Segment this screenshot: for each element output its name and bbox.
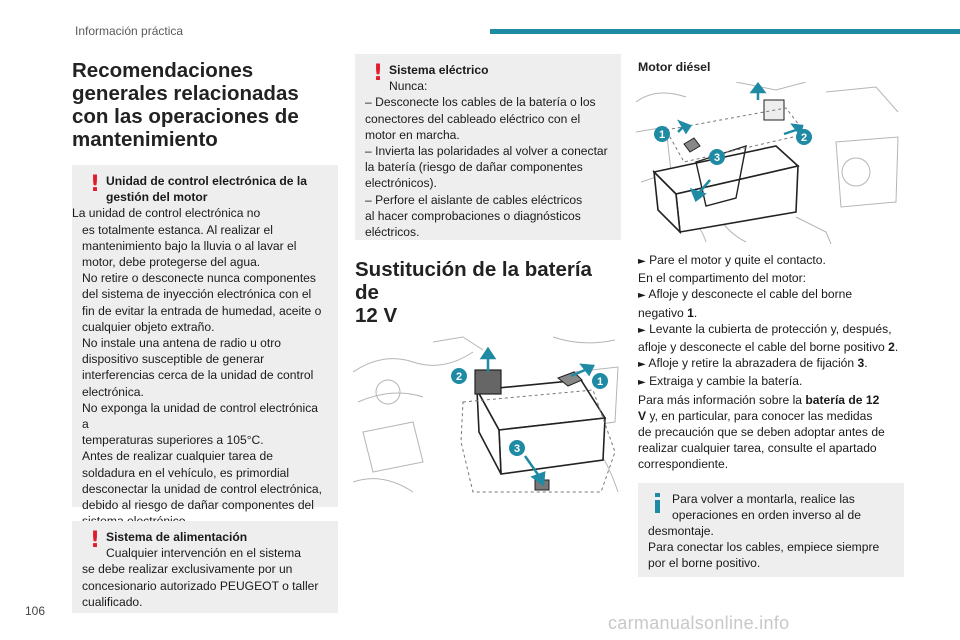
warning-icon: !: [90, 528, 101, 553]
text-line: debido al riesgo de dañar componentes del: [82, 498, 314, 513]
text-line: desmontaje.: [648, 524, 714, 539]
warning-title: Sistema de alimentación: [106, 530, 248, 544]
step-line: En el compartimento del motor:: [638, 271, 807, 286]
callout-label: 2: [455, 371, 463, 383]
text-line: – Perfore el aislante de cables eléctricos: [365, 192, 583, 207]
text-line: se debe realizar exclusivamente por un: [82, 562, 293, 577]
step-line: correspondiente.: [638, 457, 729, 472]
text-line: electrónica.: [82, 384, 144, 399]
bullet-arrow-icon: ►: [638, 324, 646, 336]
step-line: afloje y desconecte el cable del borne positivo 2.: [638, 340, 899, 355]
text-line: No instale una antena de radio u otro: [82, 336, 282, 351]
text-line: dispositivo susceptible de generar: [82, 352, 265, 367]
text-line: Cualquier intervención en el sistema: [106, 546, 301, 561]
header-accent-bar: [490, 29, 960, 34]
step-line: negativo 1.: [638, 305, 698, 320]
warning-icon: !: [373, 61, 384, 86]
section-title: Información práctica: [75, 24, 184, 38]
text-line: desconectar la unidad de control electrónica,: [82, 481, 323, 496]
heading-line: mantenimiento: [72, 128, 218, 151]
heading-line: con las operaciones de: [72, 105, 299, 128]
page-number: 106: [25, 604, 46, 618]
text-line: soldadura en el vehículo, es primordial: [82, 465, 290, 480]
text-line: – Invierta las polaridades al volver a conectar: [365, 144, 608, 159]
text-line: del sistema de inyección electrónica con el: [82, 287, 312, 302]
heading-recommendations: [72, 59, 338, 151]
step-line: de precaución que se deben adoptar antes de: [638, 425, 885, 440]
warning-box-ecu: [72, 165, 338, 513]
heading-line: Recomendaciones: [72, 59, 254, 82]
text-line: No retire o desconecte nunca componentes: [82, 271, 316, 286]
heading-battery-replacement: [355, 258, 621, 327]
text-line: mantenimiento bajo la lluvia o al lavar el: [82, 238, 297, 253]
text-line: motor en marcha.: [365, 127, 460, 142]
bullet-arrow-icon: ►: [638, 290, 646, 302]
text-line: cualificado.: [82, 594, 143, 609]
text-line: Para volver a montarla, realice las: [672, 491, 855, 506]
text-line: al hacer comprobaciones o diagnósticos: [365, 208, 581, 223]
text-line: concesionario autorizado PEUGEOT o taller: [82, 578, 319, 593]
text-line: – Desconecte los cables de la batería o los: [365, 95, 596, 110]
watermark: carmanualsonline.info: [608, 613, 790, 633]
diesel-steps: [638, 252, 904, 577]
text-line: cualquier objeto extraño.: [82, 319, 215, 334]
text-line: conectores del cableado eléctrico con el: [365, 111, 581, 126]
warning-box-electrical: [355, 54, 621, 240]
text-line: es totalmente estanca. Al realizar el: [82, 222, 273, 237]
text-line: electrónicos).: [365, 176, 437, 191]
heading-line: 12 V: [355, 304, 398, 327]
petrol-battery-figure: [353, 332, 621, 498]
text-line: interferencias cerca de la unidad de control: [82, 368, 314, 383]
text-line: Nunca:: [389, 79, 428, 94]
column-2: [355, 54, 621, 357]
callout-label: 3: [713, 152, 721, 164]
text-line: operaciones en orden inverso al de: [672, 507, 861, 522]
text-line: temperaturas superiores a 105°C.: [82, 433, 264, 448]
text-line: Antes de realizar cualquier tarea de: [82, 449, 273, 464]
text-line: por el borne positivo.: [648, 556, 761, 571]
warning-box-fuel: [72, 521, 338, 613]
callout-label: 1: [658, 129, 666, 141]
callout-label: 2: [800, 132, 808, 144]
step-line: ► Pare el motor y quite el contacto.: [638, 253, 826, 267]
step-line: ► Levante la cubierta de protección y, después,: [638, 321, 892, 336]
info-box-refit: [638, 483, 904, 577]
text-line: fin de evitar la entrada de humedad, aceite o: [82, 303, 322, 318]
diesel-battery-figure: [636, 82, 902, 244]
text-line: No exponga la unidad de control electrónica a: [82, 400, 318, 432]
text-line: motor, debe protegerse del agua.: [82, 255, 261, 270]
heading-line: Sustitución de la batería de: [355, 258, 592, 304]
text-line: Para conectar los cables, empiece siempre: [648, 540, 880, 555]
text-line: eléctricos.: [365, 225, 420, 240]
step-line: realizar cualquier tarea, consulte el apartado: [638, 441, 877, 456]
column-3: [638, 54, 902, 74]
warning-title: gestión del motor: [106, 190, 208, 205]
bullet-arrow-icon: ►: [638, 377, 646, 389]
warning-icon: !: [90, 172, 101, 197]
bullet-arrow-icon: ►: [638, 359, 646, 371]
step-line: V y, en particular, para conocer las medidas: [638, 408, 873, 423]
step-line: ► Afloje y retire la abrazadera de fijación 3.: [638, 356, 868, 371]
warning-title: Unidad de control electrónica de la: [106, 174, 307, 188]
info-icon: [655, 493, 660, 513]
heading-line: generales relacionadas: [72, 82, 299, 105]
positive-cover: [475, 370, 501, 394]
step-line: ► Extraiga y cambie la batería.: [638, 374, 803, 389]
warning-title: Sistema eléctrico: [389, 63, 489, 77]
bullet-arrow-icon: ►: [638, 256, 646, 267]
column-1: [72, 54, 338, 613]
callout-label: 3: [513, 443, 521, 455]
step-line: Para más información sobre la batería de 12: [638, 392, 880, 407]
text-line: La unidad de control electrónica no: [72, 206, 261, 221]
text-line: la batería (riesgo de dañar componentes: [365, 160, 583, 175]
subtitle-diesel: Motor diésel: [638, 60, 711, 74]
callout-label: 1: [596, 376, 604, 388]
step-line: ► Afloje y desconecte el cable del borne: [638, 287, 853, 302]
